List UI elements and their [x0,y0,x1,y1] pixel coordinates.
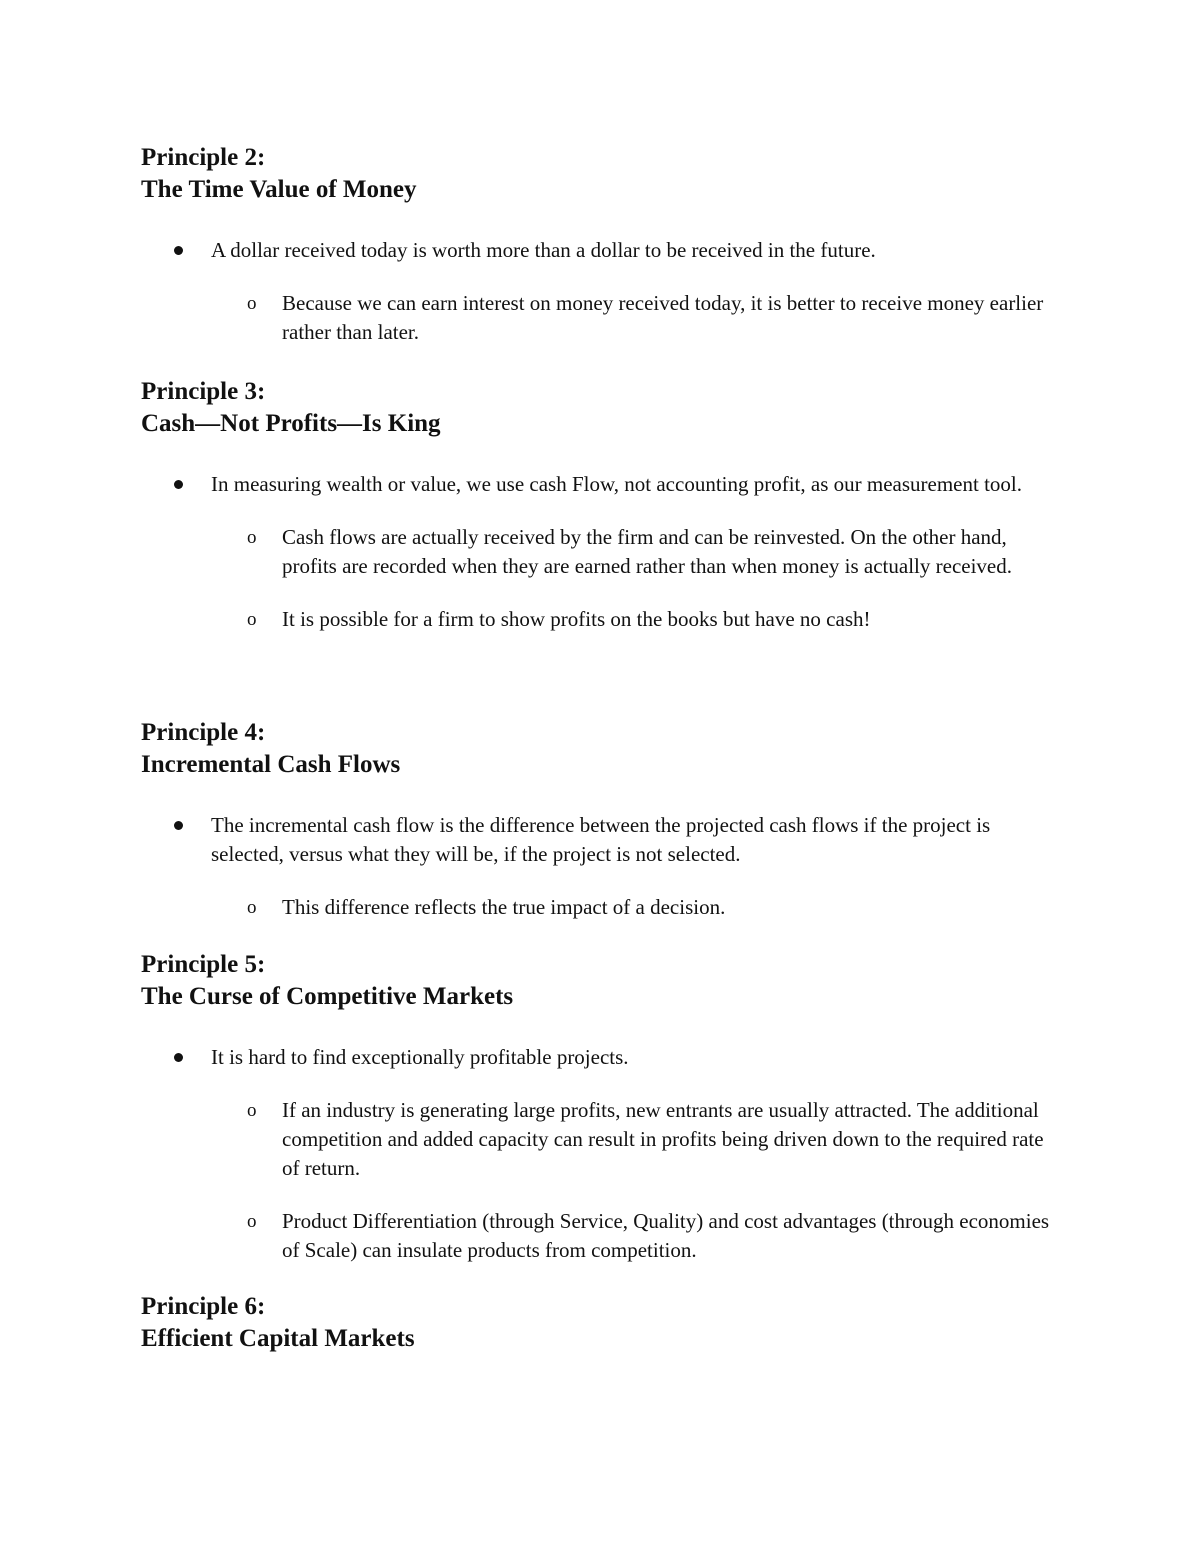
bullet-text: In measuring wealth or value, we use cash Flow, not accounting profit, as our measurement tool. [211,472,1023,496]
sub-bullet-item [141,523,1061,581]
bullet-item [141,470,1061,499]
sub-bullet-text: Cash flows are actually received by the firm and can be reinvested. On the other hand, profits are recorded when they are earned rather than when money is actually received. [282,525,1012,578]
bullet-item [141,236,1061,265]
bullet-text: The incremental cash flow is the difference between the projected cash flows if the project is selected, versus what they will be, if the project is not selected. [211,813,991,866]
sub-bullet-item [141,1096,1061,1183]
principle-4-section [141,717,1061,922]
principle-title: Cash—Not Profits—Is King [141,410,441,437]
sub-bullet-marker: o [247,1211,257,1232]
sub-bullet-item [141,289,1061,347]
principle-3-section [141,376,1061,634]
sub-bullet-text: If an industry is generating large profits, new entrants are usually attracted. The additional competition and added capacity can result in profits being driven down to the required rate of return. [282,1098,1044,1180]
sub-bullet-marker: o [247,897,257,918]
principle-number: Principle 6: [141,1293,266,1320]
bullet-item [141,811,1061,869]
bullet-icon [174,246,183,255]
principle-title: The Curse of Competitive Markets [141,983,514,1010]
principle-6-section [141,1291,1061,1355]
bullet-item [141,1043,1061,1072]
principle-title: Incremental Cash Flows [141,751,401,778]
sub-bullet-text: Because we can earn interest on money received today, it is better to receive money earlier rather than later. [282,291,1044,344]
principle-5-section [141,949,1061,1265]
bullet-icon [174,480,183,489]
sub-bullet-marker: o [247,1100,257,1121]
bullet-text: It is hard to find exceptionally profitable projects. [211,1045,629,1069]
bullet-icon [174,821,183,830]
principle-number: Principle 4: [141,719,266,746]
principle-2-section [141,142,1061,347]
sub-bullet-text: This difference reflects the true impact of a decision. [282,895,726,919]
sub-bullet-marker: o [247,527,257,548]
bullet-icon [174,1053,183,1062]
principle-number: Principle 2: [141,144,266,171]
sub-bullet-marker: o [247,293,257,314]
principle-title: Efficient Capital Markets [141,1325,415,1352]
principle-number: Principle 3: [141,378,266,405]
sub-bullet-text: Product Differentiation (through Service, Quality) and cost advantages (through economies of Scale) can insulate products from competition. [282,1209,1050,1262]
sub-bullet-item [141,605,1061,634]
sub-bullet-item [141,1207,1061,1265]
bullet-text: A dollar received today is worth more than a dollar to be received in the future. [211,238,876,262]
sub-bullet-text: It is possible for a firm to show profits on the books but have no cash! [282,607,871,631]
principle-number: Principle 5: [141,951,266,978]
principle-title: The Time Value of Money [141,176,417,203]
sub-bullet-item [141,893,1061,922]
sub-bullet-marker: o [247,609,257,630]
